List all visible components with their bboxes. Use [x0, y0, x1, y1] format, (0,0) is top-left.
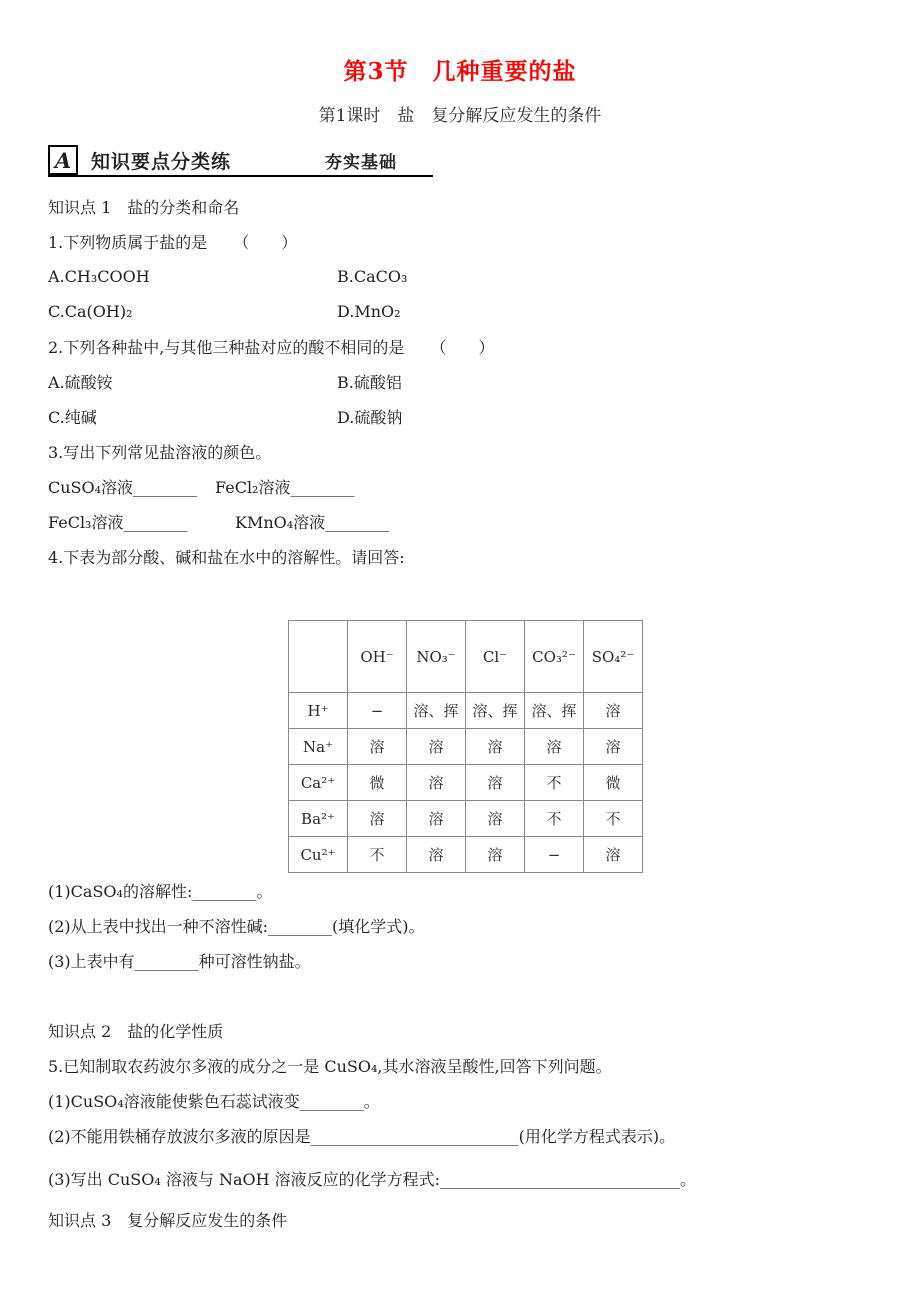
table-cell: 溶 — [584, 693, 643, 729]
lesson-subtitle: 第1课时 盐 复分解反应发生的条件 — [318, 106, 602, 126]
table-row-label: Ca²⁺ — [289, 765, 348, 801]
question-3-blank-fecl2: FeCl₂溶液________ — [215, 478, 355, 497]
question-5-sub-1: (1)CuSO₄溶液能使紫色石蕊试液变________。 — [48, 1092, 380, 1111]
table-row-label: Ba²⁺ — [289, 801, 348, 837]
table-header-no3: NO₃⁻ — [407, 621, 466, 693]
table-cell: 溶、挥 — [525, 693, 584, 729]
question-1-option-c: C.Ca(OH)₂ — [48, 302, 133, 321]
question-4-sub-2: (2)从上表中找出一种不溶性碱:________(填化学式)。 — [48, 917, 425, 936]
question-2-option-b: B.硫酸铝 — [337, 373, 402, 392]
question-4-sub-3: (3)上表中有________种可溶性钠盐。 — [48, 952, 311, 971]
worksheet-body — [0, 177, 920, 1237]
table-cell: 溶 — [407, 837, 466, 873]
table-corner-cell — [289, 621, 348, 693]
table-cell: 溶 — [466, 801, 525, 837]
section-band-tagline: 夯实基础 — [325, 152, 397, 173]
table-cell: 不 — [525, 801, 584, 837]
table-cell: 微 — [348, 765, 407, 801]
table-cell: − — [348, 693, 407, 729]
table-cell: 不 — [525, 765, 584, 801]
table-row-label: H⁺ — [289, 693, 348, 729]
section-band-title: 知识要点分类练 — [91, 150, 232, 173]
question-1-stem-row — [48, 224, 920, 259]
table-row-na — [289, 729, 643, 765]
question-2-option-d: D.硫酸钠 — [337, 408, 403, 427]
table-row-ba — [289, 801, 643, 837]
table-cell: 微 — [584, 765, 643, 801]
table-row-ca — [289, 765, 643, 801]
table-header-cl: Cl⁻ — [466, 621, 525, 693]
table-row-cu — [289, 837, 643, 873]
table-cell: 溶 — [466, 729, 525, 765]
question-4-stem: 4.下表为部分酸、碱和盐在水中的溶解性。请回答: — [48, 548, 405, 567]
table-header-oh: OH⁻ — [348, 621, 407, 693]
table-cell: 溶 — [348, 801, 407, 837]
table-cell: 溶 — [466, 765, 525, 801]
table-cell: − — [525, 837, 584, 873]
question-3-stem: 3.写出下列常见盐溶液的颜色。 — [48, 443, 272, 462]
question-3-blank-fecl3: FeCl₃溶液________ — [48, 513, 188, 532]
table-cell: 溶 — [348, 729, 407, 765]
question-3-blank-kmno4: KMnO₄溶液________ — [235, 513, 390, 532]
question-5-sub-2: (2)不能用铁桶存放波尔多液的原因是__________________________(用化学方程式表示)。 — [48, 1127, 676, 1146]
question-1-option-a: A.CH₃COOH — [48, 267, 150, 286]
table-cell: 溶 — [584, 837, 643, 873]
table-row-label: Na⁺ — [289, 729, 348, 765]
question-2-option-a: A.硫酸铵 — [48, 373, 113, 392]
question-3-blanks-row-1 — [48, 469, 920, 504]
table-cell: 溶 — [407, 801, 466, 837]
table-header-co3: CO₃²⁻ — [525, 621, 584, 693]
table-cell: 不 — [584, 801, 643, 837]
question-2-options-ab — [48, 364, 920, 399]
table-row-label: Cu²⁺ — [289, 837, 348, 873]
table-cell: 溶、挥 — [466, 693, 525, 729]
question-1-option-b: B.CaCO₃ — [337, 267, 408, 286]
table-cell: 溶、挥 — [407, 693, 466, 729]
table-row-h — [289, 693, 643, 729]
knowledge-point-2-heading: 知识点 2 盐的化学性质 — [48, 1022, 224, 1041]
question-3-blanks-row-2 — [48, 504, 920, 539]
table-header-so4: SO₄²⁻ — [584, 621, 643, 693]
page-title: 第3节 几种重要的盐 — [343, 58, 577, 85]
knowledge-point-3-heading: 知识点 3 复分解反应发生的条件 — [48, 1211, 288, 1230]
question-5-sub-3: (3)写出 CuSO₄ 溶液与 NaOH 溶液反应的化学方程式:______________________________。 — [48, 1170, 697, 1189]
table-cell: 溶 — [407, 765, 466, 801]
solubility-table — [288, 620, 643, 873]
question-1-options-cd — [48, 294, 920, 329]
question-3-blank-cuso4: CuSO₄溶液________ — [48, 478, 198, 497]
question-2-answer-bracket: （ ） — [430, 338, 495, 357]
question-1-answer-bracket: （ ） — [233, 233, 298, 252]
table-cell: 溶 — [525, 729, 584, 765]
table-cell: 不 — [348, 837, 407, 873]
section-band — [48, 145, 433, 177]
question-2-stem-row — [48, 329, 920, 364]
question-1-stem: 1.下列物质属于盐的是 — [48, 233, 208, 252]
question-5-stem: 5.已知制取农药波尔多液的成分之一是 CuSO₄,其水溶液呈酸性,回答下列问题。 — [48, 1057, 612, 1076]
question-1-option-d: D.MnO₂ — [337, 302, 401, 321]
question-1-options-ab — [48, 259, 920, 294]
section-a-badge-icon: A — [48, 145, 78, 175]
question-4-sub-1: (1)CaSO₄的溶解性:________。 — [48, 882, 273, 901]
solubility-table-header-row — [289, 621, 643, 693]
knowledge-point-1-heading: 知识点 1 盐的分类和命名 — [48, 198, 240, 217]
table-cell: 溶 — [466, 837, 525, 873]
question-2-options-cd — [48, 399, 920, 434]
question-2-option-c: C.纯碱 — [48, 408, 97, 427]
table-cell: 溶 — [407, 729, 466, 765]
question-2-stem: 2.下列各种盐中,与其他三种盐对应的酸不相同的是 — [48, 338, 405, 357]
table-cell: 溶 — [584, 729, 643, 765]
